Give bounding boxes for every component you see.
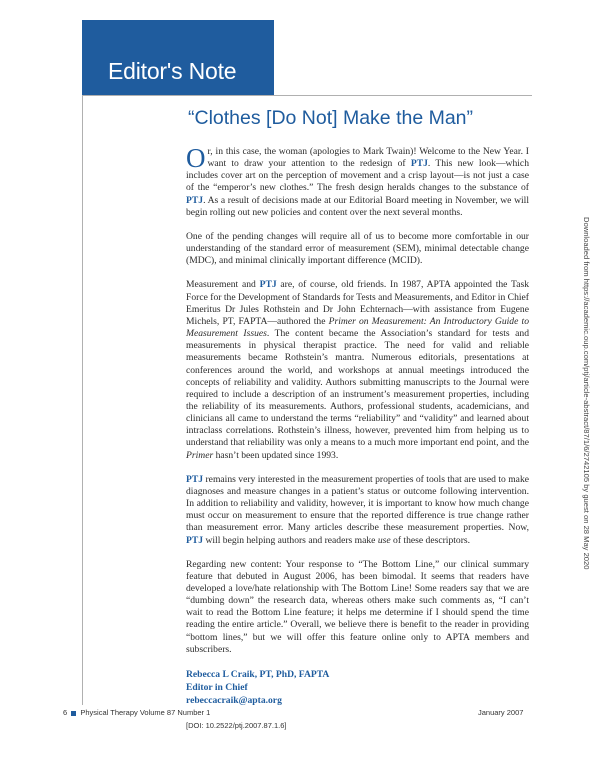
signature-block [186, 668, 529, 708]
issue-date: January 2007 [478, 708, 524, 717]
paragraph-3: Measurement and PTJ are, of course, old friends. In 1987, APTA appointed the Task Force for the Development of Standards for Tests and Measurements, and Editor in Chief Emeritus Dr Jules Rothstein and Dr John Echternach—with assistance from Eugene Michels, PT, FAPTA—authored the Primer on Measurement: An Introductory Guide to Measurement Issues. The content became the Association’s standard for tests and measurements in physical therapist practice. The need for valid and reliable measurements became Rothstein’s mantra. Numerous editorials, presentations at conferences around the world, and workshops at annual meetings introduced the concepts of reliability and validity. Authors submitting manuscripts to the Journal were required to include a description of an instrument’s measurement properties, including the reliability of its measurements. Authors, professional students, academicians, and clinicians all came to understand the terms “reliability” and “validity” and learned about intraclass correlations. Rothstein’s illness, however, prevented him from helping us to understand that reliability was only a means to a much more important end point, and the Primer hasn’t been updated since 1993. [186, 279, 529, 461]
paragraph-1: Or, in this case, the woman (apologies to Mark Twain)! Welcome to the New Year. I want to draw your attention to the redesign of PTJ. This new look—which includes cover art on the perception of movement and a crisp layout—is not just a case of the “emperor’s new clothes.” The fresh design heralds changes to the substance of PTJ. As a result of decisions made at our Editorial Board meeting in November, we will begin rolling out new policies and content over the next several months. [186, 143, 529, 218]
journal-name: PTJ [186, 194, 204, 206]
drop-cap: O [186, 143, 206, 173]
page-number: 6 [63, 708, 68, 717]
journal-name: PTJ [186, 473, 204, 485]
emphasis: use [377, 534, 391, 546]
author-name: Rebecca L Craik, PT, PhD, FAPTA [186, 668, 330, 680]
journal-name: PTJ [186, 534, 204, 546]
author-email[interactable]: rebeccacraik@apta.org [186, 695, 282, 707]
top-divider [82, 95, 532, 96]
journal-name: PTJ [410, 158, 428, 170]
square-bullet-icon [71, 711, 76, 716]
left-divider [82, 95, 83, 705]
article-body [186, 143, 529, 732]
book-title: Primer on Measurement: An Introductory Guide to Measurement Issues [186, 315, 529, 340]
paragraph-2: One of the pending changes will require all of us to become more comfortable in our understanding of the standard error of measurement (SEM), minimal detectable change (MDC), and minimal clinically important difference (MCID). [186, 230, 529, 267]
section-title: Editor's Note [108, 58, 237, 84]
footer-left [63, 708, 210, 717]
download-note: Downloaded from https://academic.oup.com/ptj/article-abstract/87/1/6/2742105 by guest on 28 May 2020 [582, 217, 591, 570]
journal-info: Physical Therapy Volume 87 Number 1 [80, 708, 211, 717]
journal-name: PTJ [259, 279, 277, 291]
book-title-short: Primer [186, 449, 214, 461]
paragraph-5: Regarding new content: Your response to “The Bottom Line,” our clinical summary feature that debuted in August 2006, has been bimodal. It seems that readers have developed a love/hate relationship with The Bottom Line! Some readers say that we are “dumbing down” the research data, whereas others make such comments as, “I can’t wait to read the Bottom Line feature; it helps me determine if I should spend the time reading the entire article.” Overall, we believe there is benefit to the reader in providing “bottom lines,” but we will offer this feature online only to APTA members and subscribers. [186, 558, 529, 655]
article-title: “Clothes [Do Not] Make the Man” [188, 107, 474, 129]
author-role: Editor in Chief [186, 682, 248, 694]
doi: [DOI: 10.2522/ptj.2007.87.1.6] [186, 720, 287, 730]
paragraph-4: PTJ remains very interested in the measurement properties of tools that are used to make diagnoses and measure changes in a patient’s status or outcome following intervention. In addition to reliability and validity, however, it is important to know how much change must occur on measurement to ensure that the reported difference is true change rather than measurement error. Many articles describe these measurement properties. Now, PTJ will begin helping authors and readers make use of these descriptors. [186, 473, 529, 546]
